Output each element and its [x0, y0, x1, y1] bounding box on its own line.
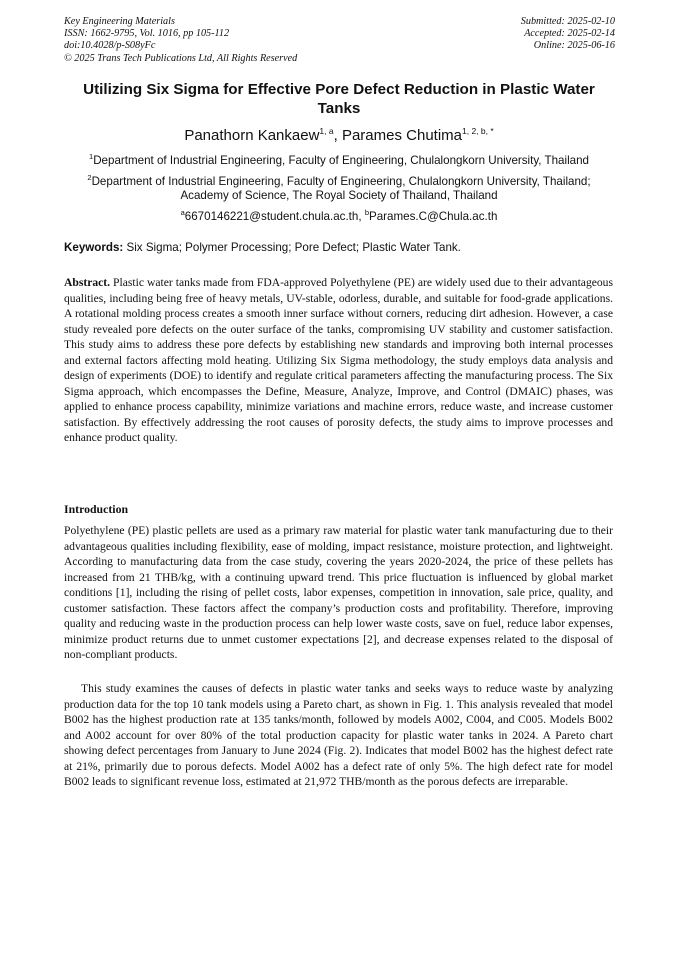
- author-superscript: 1, a: [319, 126, 334, 136]
- affiliation-1: [60, 150, 618, 168]
- accepted-date: Accepted: 2025-02-14: [524, 28, 615, 40]
- keywords: [64, 241, 461, 255]
- author-superscript: 1, 2, b, *: [462, 126, 494, 136]
- author-list: [60, 122, 618, 145]
- email-link[interactable]: Parames.C@Chula.ac.th: [368, 210, 498, 223]
- online-date: Online: 2025-06-16: [533, 40, 615, 52]
- author-separator: ,: [333, 127, 342, 144]
- journal-name: Key Engineering Materials: [64, 16, 175, 27]
- keywords-text: Six Sigma; Polymer Processing; Pore Defect; Plastic Water Tank.: [123, 241, 461, 254]
- abstract-text: Plastic water tanks made from FDA-approved Polyethylene (PE) are widely used due to their advantageous qualities, including being free of heavy metals, UV-stable, odorless, durable, and suitable for food-grade applications. A rotational molding process creates a smooth inner surface without corners, reducing dirt adhesion. However, a case study revealed pore defects on the outer surface of the tanks, compromising UV stability and customer satisfaction. This study aims to address these pore defects by establishing new standards and improving both internal processes and external factors affecting mold heating. Utilizing Six Sigma methodology, the study employs data analysis and design of experiments (DOE) to identify and regulate critical parameters affecting the manufacturing process. The Six Sigma approach, which encompasses the Define, Measure, Analyze, Improve, and Control (DMAIC) phases, was applied to enhance process capability, minimize variations and machine errors, reduce waste, and increase customer satisfaction. By effectively addressing the root causes of porosity defects, the study aims to improve processes and enhance product quality.: [64, 276, 613, 444]
- affiliation-superscript: 2: [87, 173, 92, 182]
- section-heading: Introduction: [64, 502, 129, 516]
- doi: doi:10.4028/p-S08yFc: [64, 40, 156, 52]
- copyright: © 2025 Trans Tech Publications Ltd, All Rights Reserved: [64, 52, 298, 64]
- author-name: Panathorn Kankaew: [184, 127, 320, 144]
- email-link[interactable]: 6670146221@student.chula.ac.th,: [184, 210, 362, 223]
- journal-metadata: [64, 16, 297, 65]
- submitted-date: Submitted: 2025-02-10: [520, 16, 615, 27]
- email-superscript: a: [180, 208, 185, 217]
- affiliation-text-line2: Academy of Science, The Royal Society of Thailand, Thailand: [180, 189, 498, 202]
- abstract: [64, 275, 613, 446]
- affiliation-text: Department of Industrial Engineering, Faculty of Engineering, Chulalongkorn University, Thailand: [93, 154, 589, 167]
- body-paragraph: Polyethylene (PE) plastic pellets are used as a primary raw material for plastic water tank manufacturing due to their advantageous qualities including flexibility, ease of molding, impact resistance, moisture protection, and lightweight. According to manufacturing data from the case study, covering the years 2020-2024, the price of these pellets has increased from 21 THB/kg, with a continuing upward trend. This price fluctuation is influenced by global market conditions [1], including the rising of pellet costs, labor expenses, competition in innovation, sale price, quality, and customer satisfaction. These factors affect the company’s production costs and profitability. Therefore, improving quality and reducing waste in the production process can help lower waste costs, save on fuel, reduce labor expenses, minimize product returns due to unmet customer expectations [2], and decrease expenses related to the disposal of non-compliant products.: [64, 524, 613, 661]
- affiliation-2: [60, 171, 618, 203]
- paper-title: Utilizing Six Sigma for Effective Pore Defect Reduction in Plastic Water Tanks: [83, 81, 595, 117]
- affiliation-text-line1: Department of Industrial Engineering, Faculty of Engineering, Chulalongkorn University, Thailand;: [91, 175, 591, 188]
- author-emails: [60, 206, 618, 224]
- keywords-label: Keywords:: [64, 241, 124, 254]
- affiliation-superscript: 1: [89, 152, 94, 161]
- issn-line: ISSN: 1662-9795, Vol. 1016, pp 105-112: [64, 28, 230, 40]
- abstract-label: Abstract.: [64, 276, 111, 289]
- email-superscript: b: [364, 208, 369, 217]
- author-name: Parames Chutima: [341, 127, 462, 144]
- body-paragraph: This study examines the causes of defects in plastic water tanks and seeks ways to reduce waste by analyzing production data for the top 10 tank models using a Pareto chart, as shown in Fig. 1. This analysis revealed that model B002 has the highest production rate at 135 tanks/month, followed by models A002, C004, and C005. Models B002 and A002 account for over 80% of the total production capacity for plastic water tanks in 2024. A Pareto chart showing defect percentages from January to June 2024 (Fig. 2). Indicates that model B002 has the highest defect rate at 21%, primarily due to porous defects. Model A002 has a defect rate of only 5%. The high defect rate for model B002 leads to significant revenue loss, estimated at 21,972 THB/month as the porous defects are irreparable.: [64, 682, 613, 788]
- publication-dates: [521, 16, 615, 53]
